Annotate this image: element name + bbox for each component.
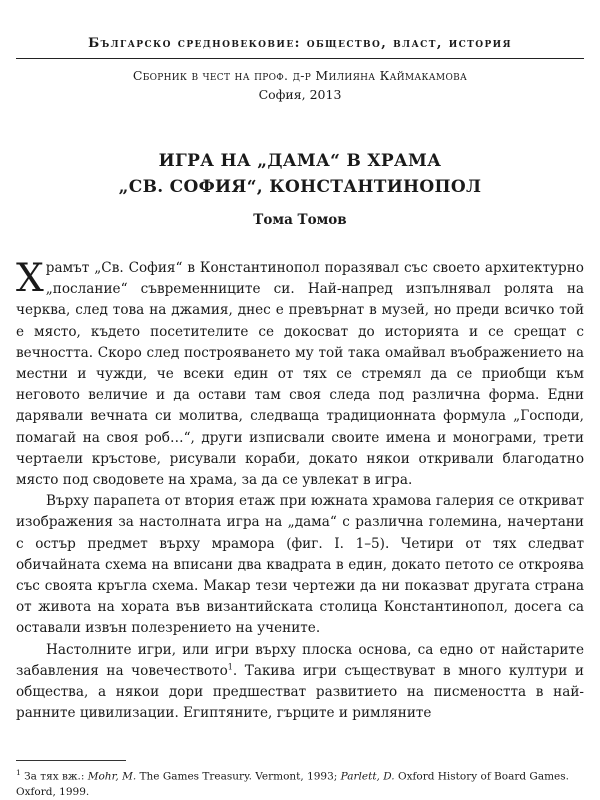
paragraph-3-text-a: Настолните игри, или игри върху плоска основа, са едно от найстарите забавления на човечеството: [16, 641, 584, 679]
paragraph-1: [16, 258, 584, 491]
paragraph-3: [16, 640, 584, 725]
article-title: [20, 148, 580, 200]
footnote-work-1: The Games Treasury. Vermont, 1993;: [136, 770, 341, 783]
footnote-mark: 1: [16, 768, 21, 777]
footnote-rule: [16, 760, 126, 761]
collection-info: [20, 66, 580, 104]
title-line-1: ИГРА НА „ДАМА“ В ХРАМА: [158, 151, 442, 171]
title-line-2: „СВ. СОФИЯ“, КОНСТАНТИНОПОЛ: [118, 177, 482, 197]
running-head: Българско средновековие: общество, власт, история: [88, 36, 512, 51]
footnote-author-1: Mohr, M.: [87, 770, 137, 783]
collection-place-year: София, 2013: [258, 87, 342, 102]
footnote-prefix: За тях вж.:: [20, 770, 88, 783]
footnote: [16, 765, 584, 800]
article-author: Тома Томов: [253, 212, 347, 228]
header-rule: [16, 58, 584, 59]
paragraph-2: Върху парапета от втория етаж при южната храмова галерия се откриват изображения за настолната игра на „дама“ с различна големина, начертани с остър предмет върху мрамора (фиг. I. 1–5). Четири от тях следват обичайната схема на вписани два квадрата в един, докато петото се откроява със своята кръгла схема. Макар тези чертежи да ни показват другата страна от живота на хората във византийската столица Константинопол, досега са оставали извън полезрението на учените.: [16, 493, 584, 637]
drop-cap: Х: [16, 256, 44, 301]
collection-title: Сборник в чест на проф. д-р Милияна Каймакамова: [132, 68, 468, 83]
paragraph-3-text-b: . Такива игри съществуват в много култури и общества, а някои дори предшестват развитието на писмеността в най-ранните цивилизации. Египтяните, гърците и римляните: [16, 662, 584, 722]
footnote-work-2: Oxford History of Board Games. Oxford, 1999.: [16, 770, 569, 798]
footnote-author-2: Parlett, D.: [340, 770, 395, 783]
paragraph-1-text: рамът „Св. София“ в Константинопол поразявал със своето архитектурно „послание“ съвременниците си. Най-напред изпълнявал ролята на черква, след това на джамия, днес е превърнат в музей, но преди всичко той е място, където посетителите се докосват до историята и се срещат с вечността. Скоро след построяването му той така омайвал въображението на местни и чужди, че всеки един от тях се стремял да се приобщи към неговото величие и да остави там своя следа под различна форма. Едни дарявали вечната си молитва, следваща традиционната формула „Господи, помагай на своя роб…“, други изписвали своите имена и монограми, трети чертаели кръстове, рисували кораби, докато някои откривали благодатно място под сводовете на храма, за да се увлекат в игра.: [16, 260, 584, 489]
article-body: [16, 258, 584, 724]
footnote-reference[interactable]: 1: [227, 662, 233, 672]
